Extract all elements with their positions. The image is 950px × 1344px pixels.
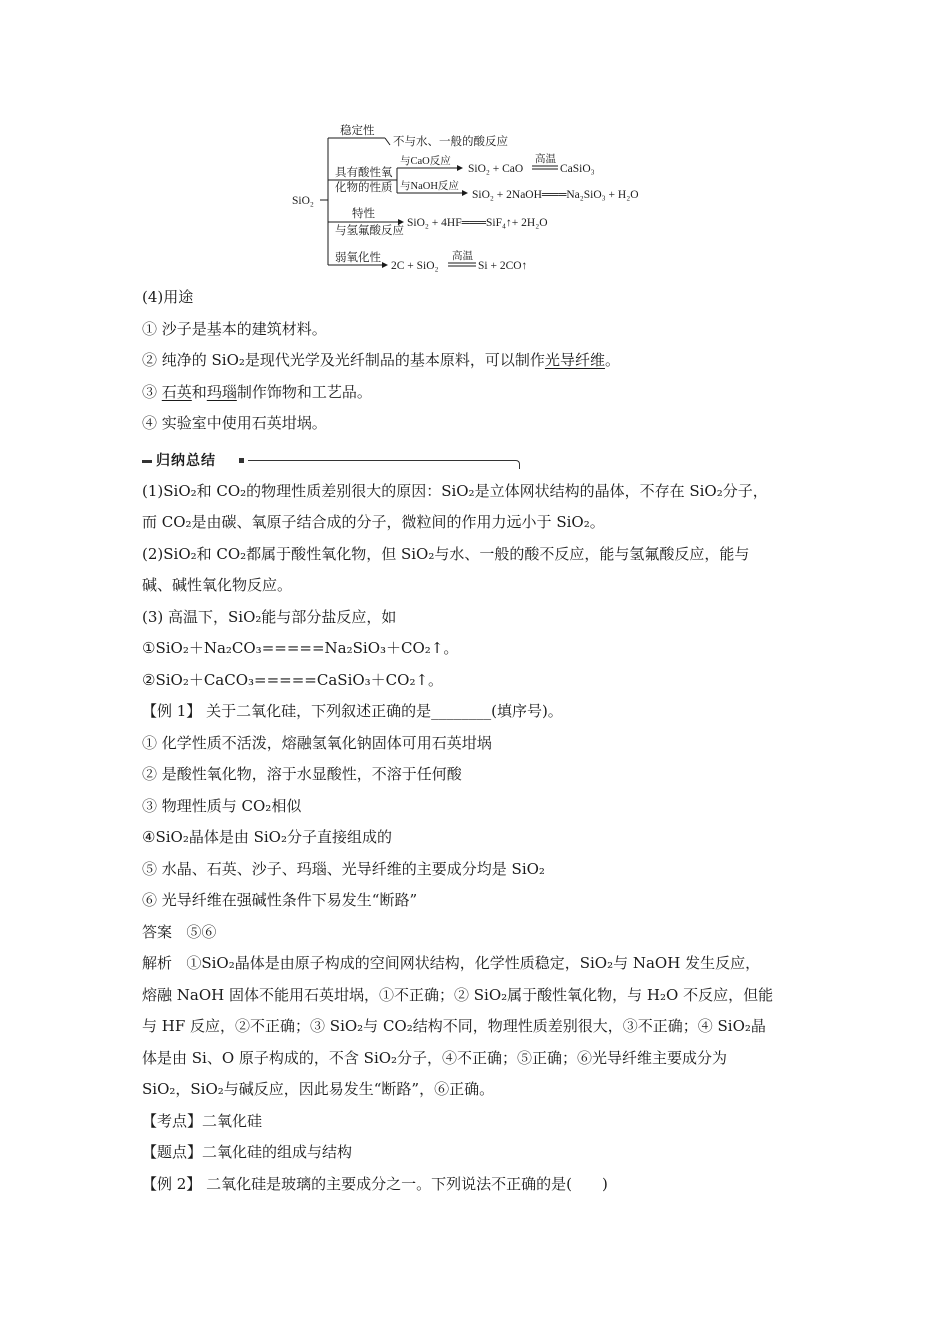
example1-analysis-2: 熔融 NaOH 固体不能用石英坩埚，①不正确；② SiO₂属于酸性氧化物，与 H₂O 不反应，但能 <box>142 985 774 1004</box>
uses-item-3-mid: 和 <box>191 382 207 401</box>
uses-item-2-text: ② 纯净的 SiO₂是现代光学及光纤制品的基本原料，可以制作 <box>142 351 545 369</box>
example1-option-4: ④SiO₂晶体是由 SiO₂分子直接组成的 <box>142 828 392 846</box>
branch-special-label-2: 与氢氟酸反应 <box>335 225 404 237</box>
branch-stability-result: 不与水、一般的酸反应 <box>393 136 508 148</box>
sio2-properties-diagram <box>280 118 700 278</box>
branch-acidic-label-1: 具有酸性氧 <box>335 167 393 179</box>
example2-question <box>142 1169 832 1201</box>
sub-cao-eq-right: CaSiO₃ <box>560 163 595 175</box>
example1-question-text: 关于二氧化硅，下列叙述正确的是________(填序号)。 <box>206 702 563 720</box>
uses-heading: (4)用途 <box>142 288 194 306</box>
diagram-svg <box>280 118 700 278</box>
summary-corner-decoration <box>514 460 520 469</box>
uses-item-3-end: 制作饰物和工艺品。 <box>236 382 372 401</box>
uses-item-2-end: 。 <box>604 351 620 369</box>
summary-p1b: 而 CO₂是由碳、氧原子结合成的分子，微粒间的作用力远小于 SiO₂。 <box>142 513 605 531</box>
document-body <box>142 282 832 1200</box>
summary-title: 归纳总结 <box>156 452 216 469</box>
summary-p1a: (1)SiO₂和 CO₂的物理性质差别很大的原因：SiO₂是立体网状结构的晶体，不存在 SiO₂分子， <box>142 481 768 500</box>
example1-option-2: ② 是酸性氧化物，溶于水显酸性，不溶于任何酸 <box>142 765 462 783</box>
uses-item-3-num: ③ <box>142 382 162 401</box>
summary-eq1: ①SiO₂＋Na₂CO₃=====Na₂SiO₃＋CO₂↑。 <box>142 639 459 657</box>
branch-weak-oxid-eq-right: Si + 2CO↑ <box>478 260 528 272</box>
example1-analysis-4: 体是由 Si、O 原子构成的，不含 SiO₂分子，④不正确；⑤正确；⑥光导纤维主要成分为 <box>142 1048 728 1067</box>
sub-naoh-label: 与NaOH反应 <box>400 181 459 192</box>
example1-kaodian: 【考点】二氧化硅 <box>142 1111 263 1130</box>
uses-item-3 <box>142 377 832 409</box>
example2-question-text: 二氧化硅是玻璃的主要成分之一。下列说法不正确的是( ) <box>206 1174 608 1193</box>
sub-cao-label: 与CaO反应 <box>400 156 451 167</box>
example1-option-6: ⑥ 光导纤维在强碱性条件下易发生“断路” <box>142 891 418 909</box>
example1-analysis-3: 与 HF 反应，②不正确；③ SiO₂与 CO₂结构不同，物理性质差别很大，③不正确；④ SiO₂晶 <box>142 1017 766 1035</box>
example1-option-5: ⑤ 水晶、石英、沙子、玛瑙、光导纤维的主要成分均是 SiO₂ <box>142 859 545 878</box>
summary-header <box>142 448 832 474</box>
uses-item-3-underlined-2: 玛瑙 <box>206 382 237 401</box>
branch-acidic-label-2: 化物的性质 <box>335 182 393 194</box>
example1-option-3: ③ 物理性质与 CO₂相似 <box>142 796 302 815</box>
diagram-root: SiO₂ <box>292 195 314 207</box>
example1-analysis-5: SiO₂，SiO₂与碱反应，因此易发生“断路”，⑥正确。 <box>142 1080 495 1098</box>
uses-item-4: ④ 实验室中使用石英坩埚。 <box>142 414 327 432</box>
uses-item-2-underlined: 光导纤维 <box>544 351 605 369</box>
analysis-label: 解析 <box>142 954 173 972</box>
uses-item-2 <box>142 345 832 377</box>
uses-item-3-underlined-1: 石英 <box>161 382 192 401</box>
answer-value: ⑤⑥ <box>186 922 217 941</box>
summary-bar-decoration <box>142 460 152 463</box>
branch-stability-label: 稳定性 <box>340 125 375 137</box>
example2-tag: 【例 2】 <box>142 1174 202 1193</box>
branch-weak-oxid-eq-left: 2C + SiO₂ <box>391 260 439 272</box>
example1-tidian: 【题点】二氧化硅的组成与结构 <box>142 1143 353 1161</box>
example1-analysis-1 <box>142 948 832 980</box>
summary-square-decoration <box>239 458 244 463</box>
example1-question <box>142 696 832 728</box>
sub-cao-eq-left: SiO₂ + CaO <box>468 163 524 175</box>
summary-p2a: (2)SiO₂和 CO₂都属于酸性氧化物，但 SiO₂与水、一般的酸不反应，能与氢氟酸反应，能与 <box>142 544 750 563</box>
branch-special-result: SiO₂ + 4HF═══SiF₄↑+ 2H₂O <box>407 217 548 229</box>
summary-eq2: ②SiO₂＋CaCO₃=====CaSiO₃＋CO₂↑。 <box>142 670 444 689</box>
branch-weak-oxid-condition: 高温 <box>452 251 473 262</box>
summary-p3: (3) 高温下，SiO₂能与部分盐反应，如 <box>142 607 397 626</box>
uses-item-1: ① 沙子是基本的建筑材料。 <box>142 319 327 338</box>
summary-rule <box>248 460 514 461</box>
branch-special-label-1: 特性 <box>352 208 375 220</box>
sub-cao-condition: 高温 <box>535 154 556 165</box>
example1-tag: 【例 1】 <box>142 702 202 720</box>
example1-answer <box>142 917 832 949</box>
analysis-text-1: ①SiO₂晶体是由原子构成的空间网状结构，化学性质稳定，SiO₂与 NaOH 发生反应， <box>186 954 761 972</box>
answer-label: 答案 <box>142 922 173 941</box>
sub-naoh-eq: SiO₂ + 2NaOH═══Na₂SiO₃ + H₂O <box>472 189 639 201</box>
example1-option-1: ① 化学性质不活泼，熔融氢氧化钠固体可用石英坩埚 <box>142 733 492 752</box>
branch-weak-oxid-label: 弱氧化性 <box>335 252 381 264</box>
summary-p2b: 碱、碱性氧化物反应。 <box>142 576 293 594</box>
